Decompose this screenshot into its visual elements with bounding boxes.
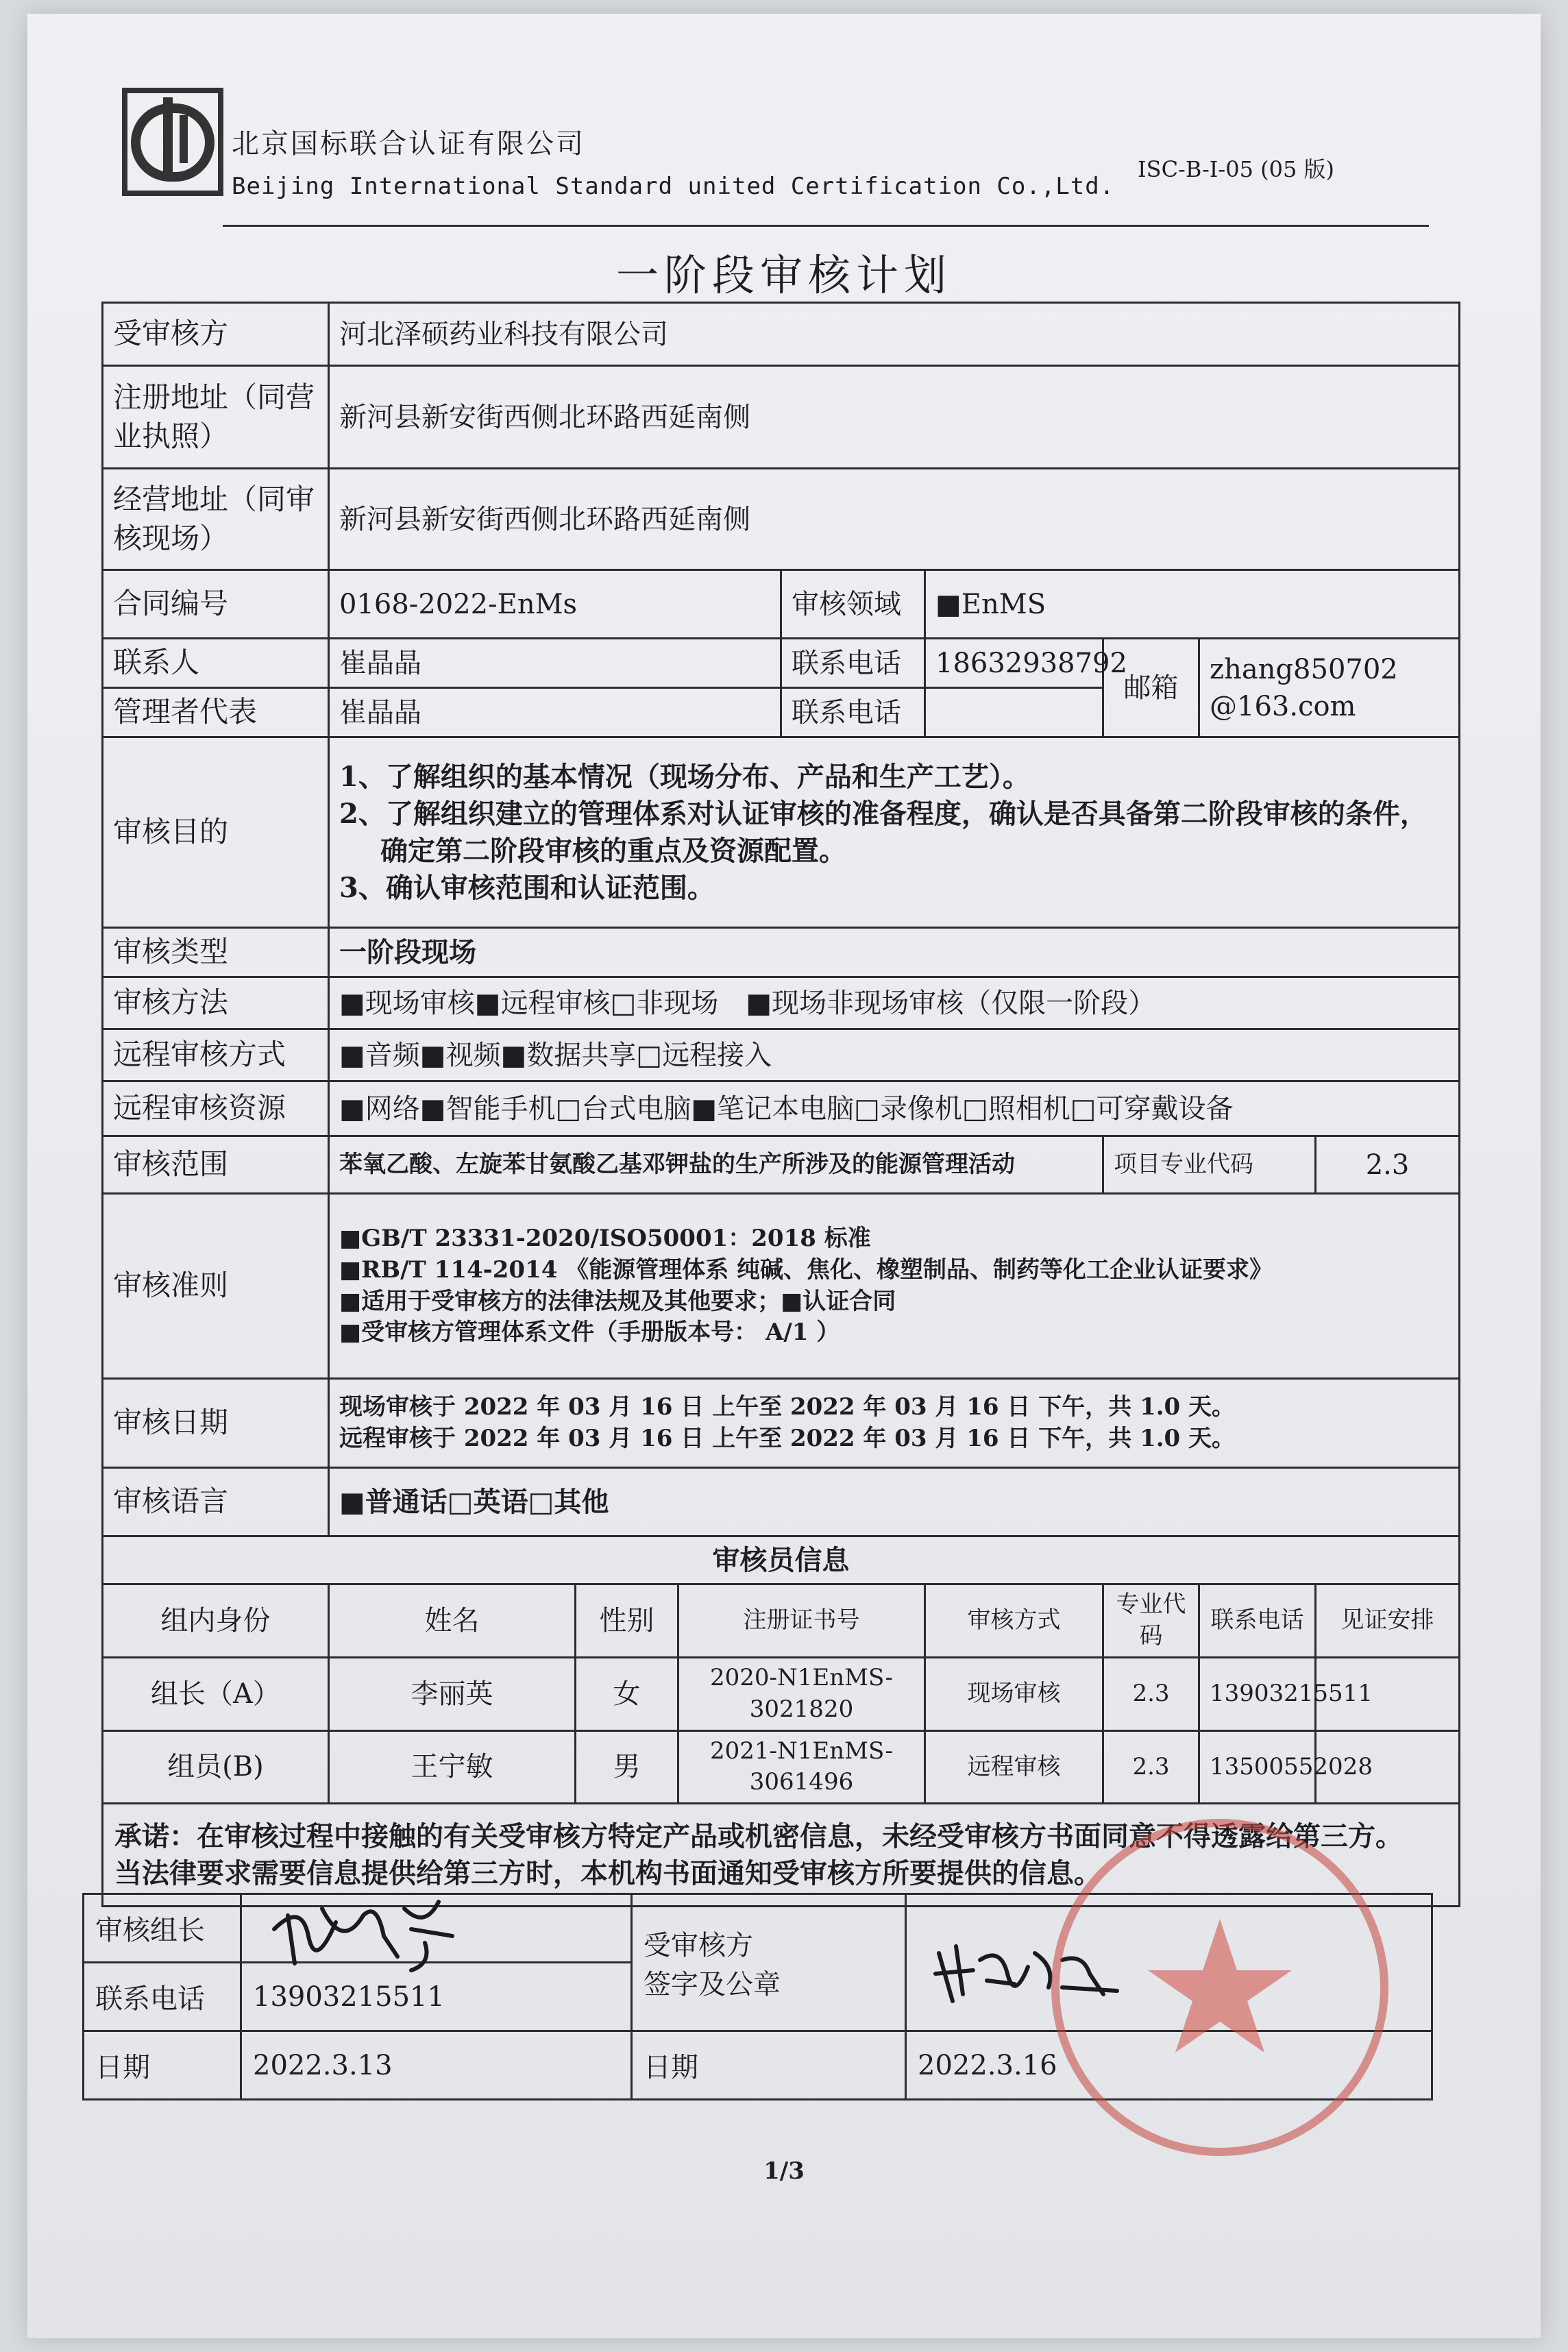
document-title: 一阶段审核计划	[615, 250, 952, 300]
auditor-code: 2.3	[1103, 1730, 1199, 1804]
auditee-value: 河北泽硕药业科技有限公司	[329, 303, 1460, 366]
auditor-code: 2.3	[1103, 1657, 1199, 1730]
auditee-signature-image	[925, 1933, 1131, 2015]
scope-code-value: 2.3	[1316, 1136, 1460, 1194]
mgr-phone-value	[925, 688, 1103, 737]
leader-date-value: 2022.3.13	[241, 2031, 632, 2100]
purpose-line-4: 3、确认审核范围和认证范围。	[339, 871, 715, 904]
purpose-content	[329, 737, 1460, 928]
auditor-role: 组长（A）	[103, 1657, 329, 1730]
purpose-line-3: 确定第二阶段审核的重点及资源配置。	[380, 834, 846, 867]
purpose-label: 审核目的	[103, 737, 329, 928]
auditor-method: 现场审核	[925, 1657, 1103, 1730]
iscc-logo-icon	[122, 88, 223, 196]
biz-address-label: 经营地址（同审核现场）	[103, 469, 329, 570]
form-code: ISC-B-I-05 (05 版)	[1138, 156, 1334, 182]
scope-value: 苯氧乙酸、左旋苯甘氨酸乙基邓钾盐的生产所涉及的能源管理活动	[329, 1136, 1103, 1194]
auditee-label: 受审核方	[103, 303, 329, 366]
purpose-line-1: 1、了解组织的基本情况（现场分布、产品和生产工艺）。	[339, 760, 1030, 793]
scope-code-label: 项目专业代码	[1103, 1136, 1316, 1194]
audit-field-value: ■EnMS	[925, 570, 1460, 639]
contact-phone-value: 18632938792	[925, 639, 1103, 688]
remote-resource-label: 远程审核资源	[103, 1081, 329, 1136]
dates-content	[329, 1379, 1460, 1468]
auditor-header-role: 组内身份	[103, 1584, 329, 1658]
auditee-sign-label	[632, 1894, 906, 2031]
auditee-date-label: 日期	[632, 2031, 906, 2100]
remote-method-value: ■音频■视频■数据共享□远程接入	[329, 1029, 1460, 1081]
table-row	[103, 1657, 1460, 1730]
criteria-label: 审核准则	[103, 1194, 329, 1379]
auditee-date-value: 2022.3.16	[906, 2031, 1432, 2100]
audit-method-value: ■现场审核■远程审核□非现场 ■现场非现场审核（仅限一阶段）	[329, 977, 1460, 1029]
auditor-phone: 13903215511	[1199, 1657, 1316, 1730]
biz-address-value: 新河县新安街西侧北环路西延南侧	[329, 469, 1460, 570]
auditor-header-phone: 联系电话	[1199, 1584, 1316, 1658]
criteria-line-3: ■适用于受审核方的法律法规及其他要求；■认证合同	[339, 1287, 896, 1315]
auditor-name: 王宁敏	[329, 1730, 576, 1804]
dates-line-1: 现场审核于 2022 年 03 月 16 日 上午至 2022 年 03 月 16 日 下午，共 1.0 天。	[339, 1393, 1236, 1421]
auditee-sign-label-1: 受审核方	[644, 1929, 753, 1961]
criteria-line-4: ■受审核方管理体系文件（手册版本号： A/1 ）	[339, 1319, 840, 1347]
mgr-rep-value: 崔晶晶	[329, 688, 781, 737]
contract-label: 合同编号	[103, 570, 329, 639]
auditor-header-cert: 注册证书号	[678, 1584, 925, 1658]
auditor-method: 远程审核	[925, 1730, 1103, 1804]
contract-value: 0168-2022-EnMs	[329, 570, 781, 639]
auditor-header-method: 审核方式	[925, 1584, 1103, 1658]
company-name-en: Beijing International Standard united Certification Co.,Ltd.	[232, 173, 1115, 200]
email-value	[1199, 639, 1460, 737]
scope-label: 审核范围	[103, 1136, 329, 1194]
header-divider	[223, 225, 1429, 227]
remote-method-label: 远程审核方式	[103, 1029, 329, 1081]
promise-line-2: 当法律要求需要信息提供给第三方时，本机构书面通知受审核方所要提供的信息。	[114, 1857, 1101, 1889]
auditor-header-name: 姓名	[329, 1584, 576, 1658]
language-value: ■普通话□英语□其他	[329, 1468, 1460, 1536]
audit-type-label: 审核类型	[103, 928, 329, 977]
auditee-sign-label-2: 签字及公章	[644, 1968, 781, 2000]
leader-date-label: 日期	[84, 2031, 241, 2100]
criteria-content	[329, 1194, 1460, 1379]
page-number: 1/3	[763, 2157, 805, 2185]
auditor-cert: 2020-N1EnMS-3021820	[678, 1657, 925, 1730]
leader-phone-label: 联系电话	[84, 1963, 241, 2031]
auditor-header-witness: 见证安排	[1316, 1584, 1460, 1658]
promise-line-1: 承诺：在审核过程中接触的有关受审核方特定产品或机密信息，未经受审核方书面同意不得透露给第三方。	[114, 1820, 1403, 1852]
mgr-rep-label: 管理者代表	[103, 688, 329, 737]
auditor-gender: 男	[576, 1730, 678, 1804]
auditor-phone: 13500552028	[1199, 1730, 1316, 1804]
audit-type-value: 一阶段现场	[329, 928, 1460, 977]
email-line-1: zhang850702	[1210, 653, 1398, 685]
dates-label: 审核日期	[103, 1379, 329, 1468]
email-label: 邮箱	[1103, 639, 1199, 737]
audit-field-label: 审核领域	[781, 570, 925, 639]
auditor-info-title: 审核员信息	[103, 1536, 1460, 1584]
email-line-2: @163.com	[1210, 690, 1356, 722]
leader-phone-value: 13903215511	[241, 1963, 632, 2031]
contact-label: 联系人	[103, 639, 329, 688]
leader-signature-image	[260, 1888, 466, 1977]
audit-plan-table	[101, 302, 1460, 1907]
criteria-line-2: ■RB/T 114-2014 《能源管理体系 纯碱、焦化、橡塑制品、制药等化工企业认证要求》	[339, 1255, 1273, 1284]
reg-address-value: 新河县新安街西侧北环路西延南侧	[329, 366, 1460, 469]
contact-value: 崔晶晶	[329, 639, 781, 688]
remote-resource-value: ■网络■智能手机□台式电脑■笔记本电脑□录像机□照相机□可穿戴设备	[329, 1081, 1460, 1136]
company-name-cn: 北京国标联合认证有限公司	[232, 128, 585, 160]
auditor-role: 组员(B)	[103, 1730, 329, 1804]
purpose-line-2: 2、了解组织建立的管理体系对认证审核的准备程度，确认是否具备第二阶段审核的条件，	[339, 797, 1428, 830]
auditor-header-code: 专业代码	[1103, 1584, 1199, 1658]
auditor-header-gender: 性别	[576, 1584, 678, 1658]
criteria-line-1: ■GB/T 23331-2020/ISO50001：2018 标准	[339, 1224, 871, 1252]
contact-phone-label: 联系电话	[781, 639, 925, 688]
dates-line-2: 远程审核于 2022 年 03 月 16 日 上午至 2022 年 03 月 16 日 下午，共 1.0 天。	[339, 1424, 1236, 1452]
mgr-phone-label: 联系电话	[781, 688, 925, 737]
table-row	[103, 1730, 1460, 1804]
leader-label: 审核组长	[84, 1894, 241, 1963]
language-label: 审核语言	[103, 1468, 329, 1536]
reg-address-label: 注册地址（同营业执照）	[103, 366, 329, 469]
audit-method-label: 审核方法	[103, 977, 329, 1029]
auditor-cert: 2021-N1EnMS-3061496	[678, 1730, 925, 1804]
auditor-gender: 女	[576, 1657, 678, 1730]
auditor-name: 李丽英	[329, 1657, 576, 1730]
